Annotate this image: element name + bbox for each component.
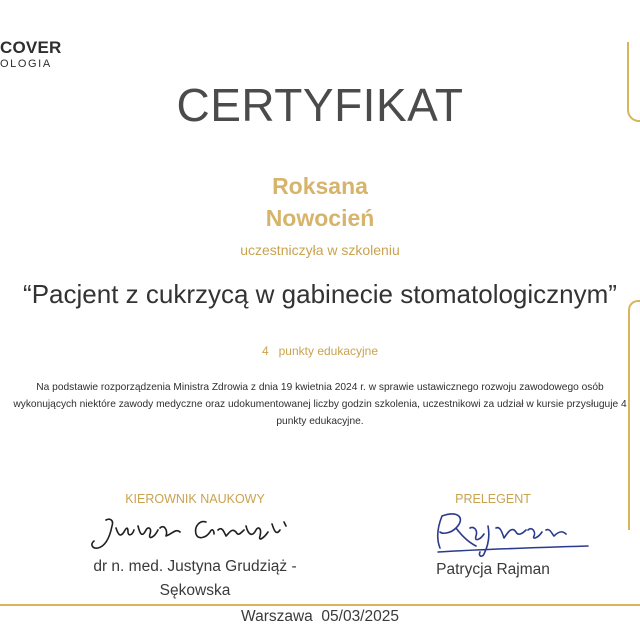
logo-sub-text: OLOGIA [0,58,52,70]
scientific-director-signature [88,508,308,558]
legal-basis-text: Na podstawie rozporządzenia Ministra Zdrowia z dnia 19 kwietnia 2024 r. w sprawie ustawicznego rozwoju zawodowego osób wykonujących niektóre zawody medyczne oraz udokumentowanej liczby godzin szkolenia, uczestnikowi za udział w kursie przysługuje 4 punkty edukacyjne. [13,382,627,427]
certificate-title: CERTYFIKAT [176,79,464,131]
scientific-director-name [60,555,330,603]
decorative-frame-bottom [0,604,640,606]
course-title: “Pacjent z cukrzycą w gabinecie stomatologicznym” [23,279,617,309]
lecturer-role: PRELEGENT [455,492,531,506]
lecturer-name: Patrycja Rajman [436,561,550,578]
recipient-last-name: Nowocień [265,205,375,231]
scientific-director-name-line2: Sękowska [159,582,231,599]
education-points: 4 punkty edukacyjne [261,344,379,358]
participation-statement: uczestniczyła w szkoleniu [240,242,400,258]
scientific-director-role: KIEROWNIK NAUKOWY [125,492,265,506]
logo-main-text: COVER [0,38,62,57]
lecturer-signature [430,506,595,562]
place-and-date: Warszawa 05/03/2025 [241,608,399,625]
recipient-first-name: Roksana [272,173,368,199]
scientific-director-name-line1: dr n. med. Justyna Grudziąż - [93,558,297,575]
